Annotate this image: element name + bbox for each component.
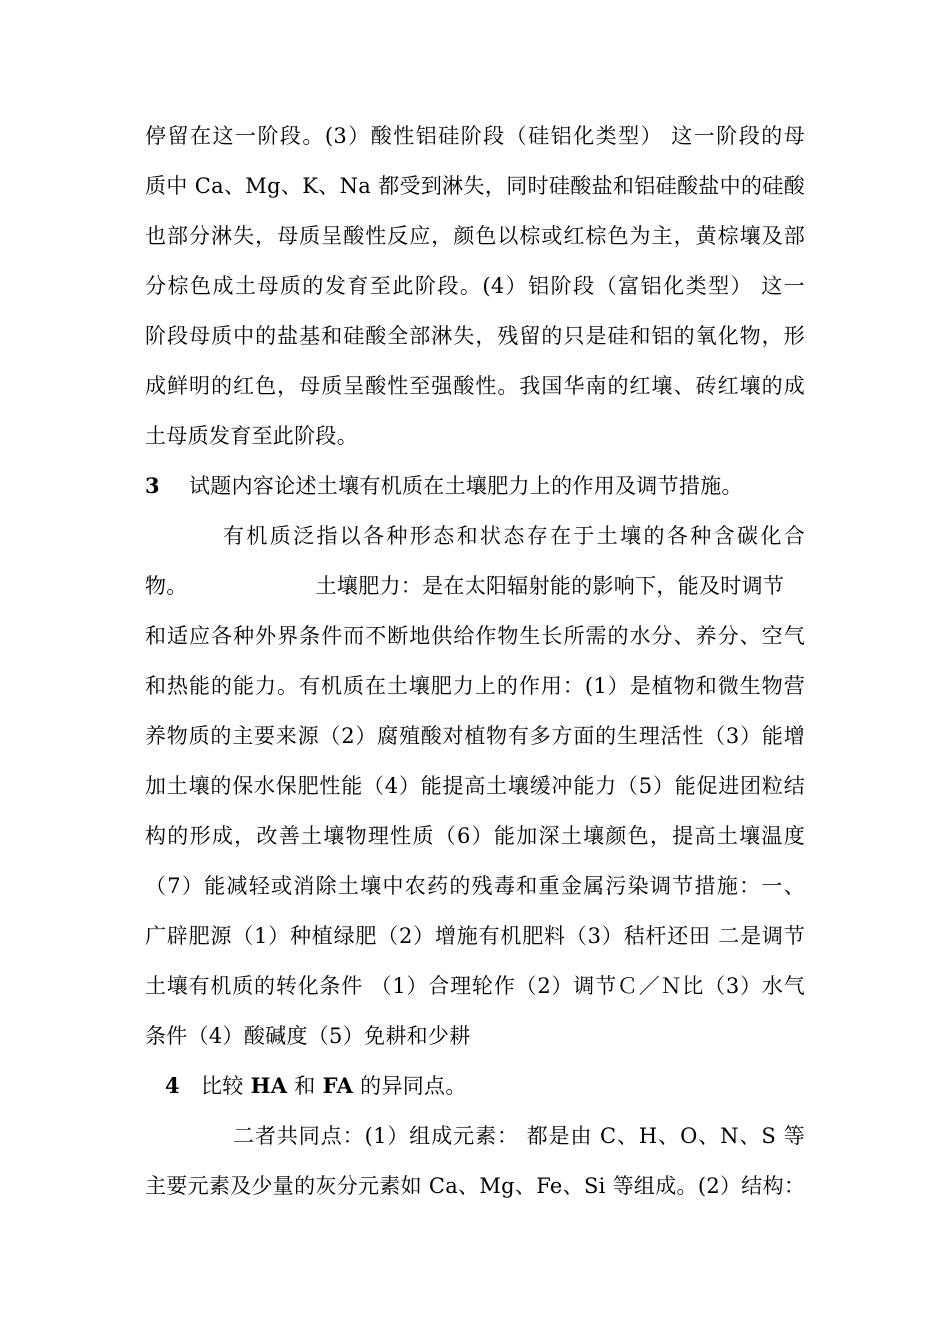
text-line: 停留在这一阶段。(3）酸性铝硅阶段（硅铝化类型） 这一阶段的母 xyxy=(145,124,805,148)
question-heading xyxy=(145,472,805,500)
text-segment: 物。 xyxy=(145,574,188,598)
question-title: 试题内容论述土壤有机质在土壤肥力上的作用及调节措施。 xyxy=(189,474,743,498)
text-line: 二者共同点：(1）组成元素： 都是由 C、H、O、N、S 等 xyxy=(233,1124,805,1148)
text-line xyxy=(145,572,805,600)
question-number: 3 xyxy=(145,473,160,498)
text-line: 也部分淋失，母质呈酸性反应，颜色以棕或红棕色为主，黄棕壤及部 xyxy=(145,224,805,248)
text-line: 主要元素及少量的灰分元素如 Ca、Mg、Fe、Si 等组成。(2）结构： xyxy=(145,1174,805,1198)
question-heading xyxy=(165,1072,805,1100)
text-line: 条件（4）酸碱度（5）免耕和少耕 xyxy=(145,1024,471,1048)
text-line: 土壤有机质的转化条件 （1）合理轮作（2）调节Ｃ／Ｎ比（3）水气 xyxy=(145,974,805,998)
text-line: 加土壤的保水保肥性能（4）能提高土壤缓冲能力（5）能促进团粒结 xyxy=(145,774,805,798)
text-line: 构的形成，改善土壤物理性质（6）能加深土壤颜色，提高土壤温度 xyxy=(145,824,805,848)
text-line: 养物质的主要来源（2）腐殖酸对植物有多方面的生理活性（3）能增 xyxy=(145,724,805,748)
text-line: 土母质发育至此阶段。 xyxy=(145,424,358,448)
text-line: 质中 Ca、Mg、K、Na 都受到淋失，同时硅酸盐和铝硅酸盐中的硅酸 xyxy=(145,174,805,198)
text-segment: 土壤肥力：是在太阳辐射能的影响下，能及时调节 xyxy=(315,574,785,598)
text-line: 分棕色成土母质的发育至此阶段。(4）铝阶段（富铝化类型） 这一 xyxy=(145,274,805,298)
question-number: 4 xyxy=(165,1073,180,1098)
text-line: （7）能减轻或消除土壤中农药的残毒和重金属污染调节措施：一、 xyxy=(145,874,805,898)
text-line: 和热能的能力。有机质在土壤肥力上的作用：(1）是植物和微生物营 xyxy=(145,674,805,698)
text-line: 阶段母质中的盐基和硅酸全部淋失，残留的只是硅和铝的氧化物，形 xyxy=(145,324,805,348)
question-title: 的异同点。 xyxy=(353,1074,467,1098)
text-line: 广辟肥源（1）种植绿肥（2）增施有机肥料（3）秸杆还田 二是调节 xyxy=(145,924,805,948)
term-ha: HA xyxy=(250,1073,288,1098)
question-title: 比较 xyxy=(201,1074,251,1098)
text-line: 成鲜明的红色，母质呈酸性至强酸性。我国华南的红壤、砖红壤的成 xyxy=(145,374,805,398)
term-fa: FA xyxy=(322,1073,354,1098)
question-title: 和 xyxy=(287,1074,323,1098)
text-line: 有机质泛指以各种形态和状态存在于土壤的各种含碳化合 xyxy=(223,524,805,548)
text-line: 和适应各种外界条件而不断地供给作物生长所需的水分、养分、空气 xyxy=(145,624,805,648)
